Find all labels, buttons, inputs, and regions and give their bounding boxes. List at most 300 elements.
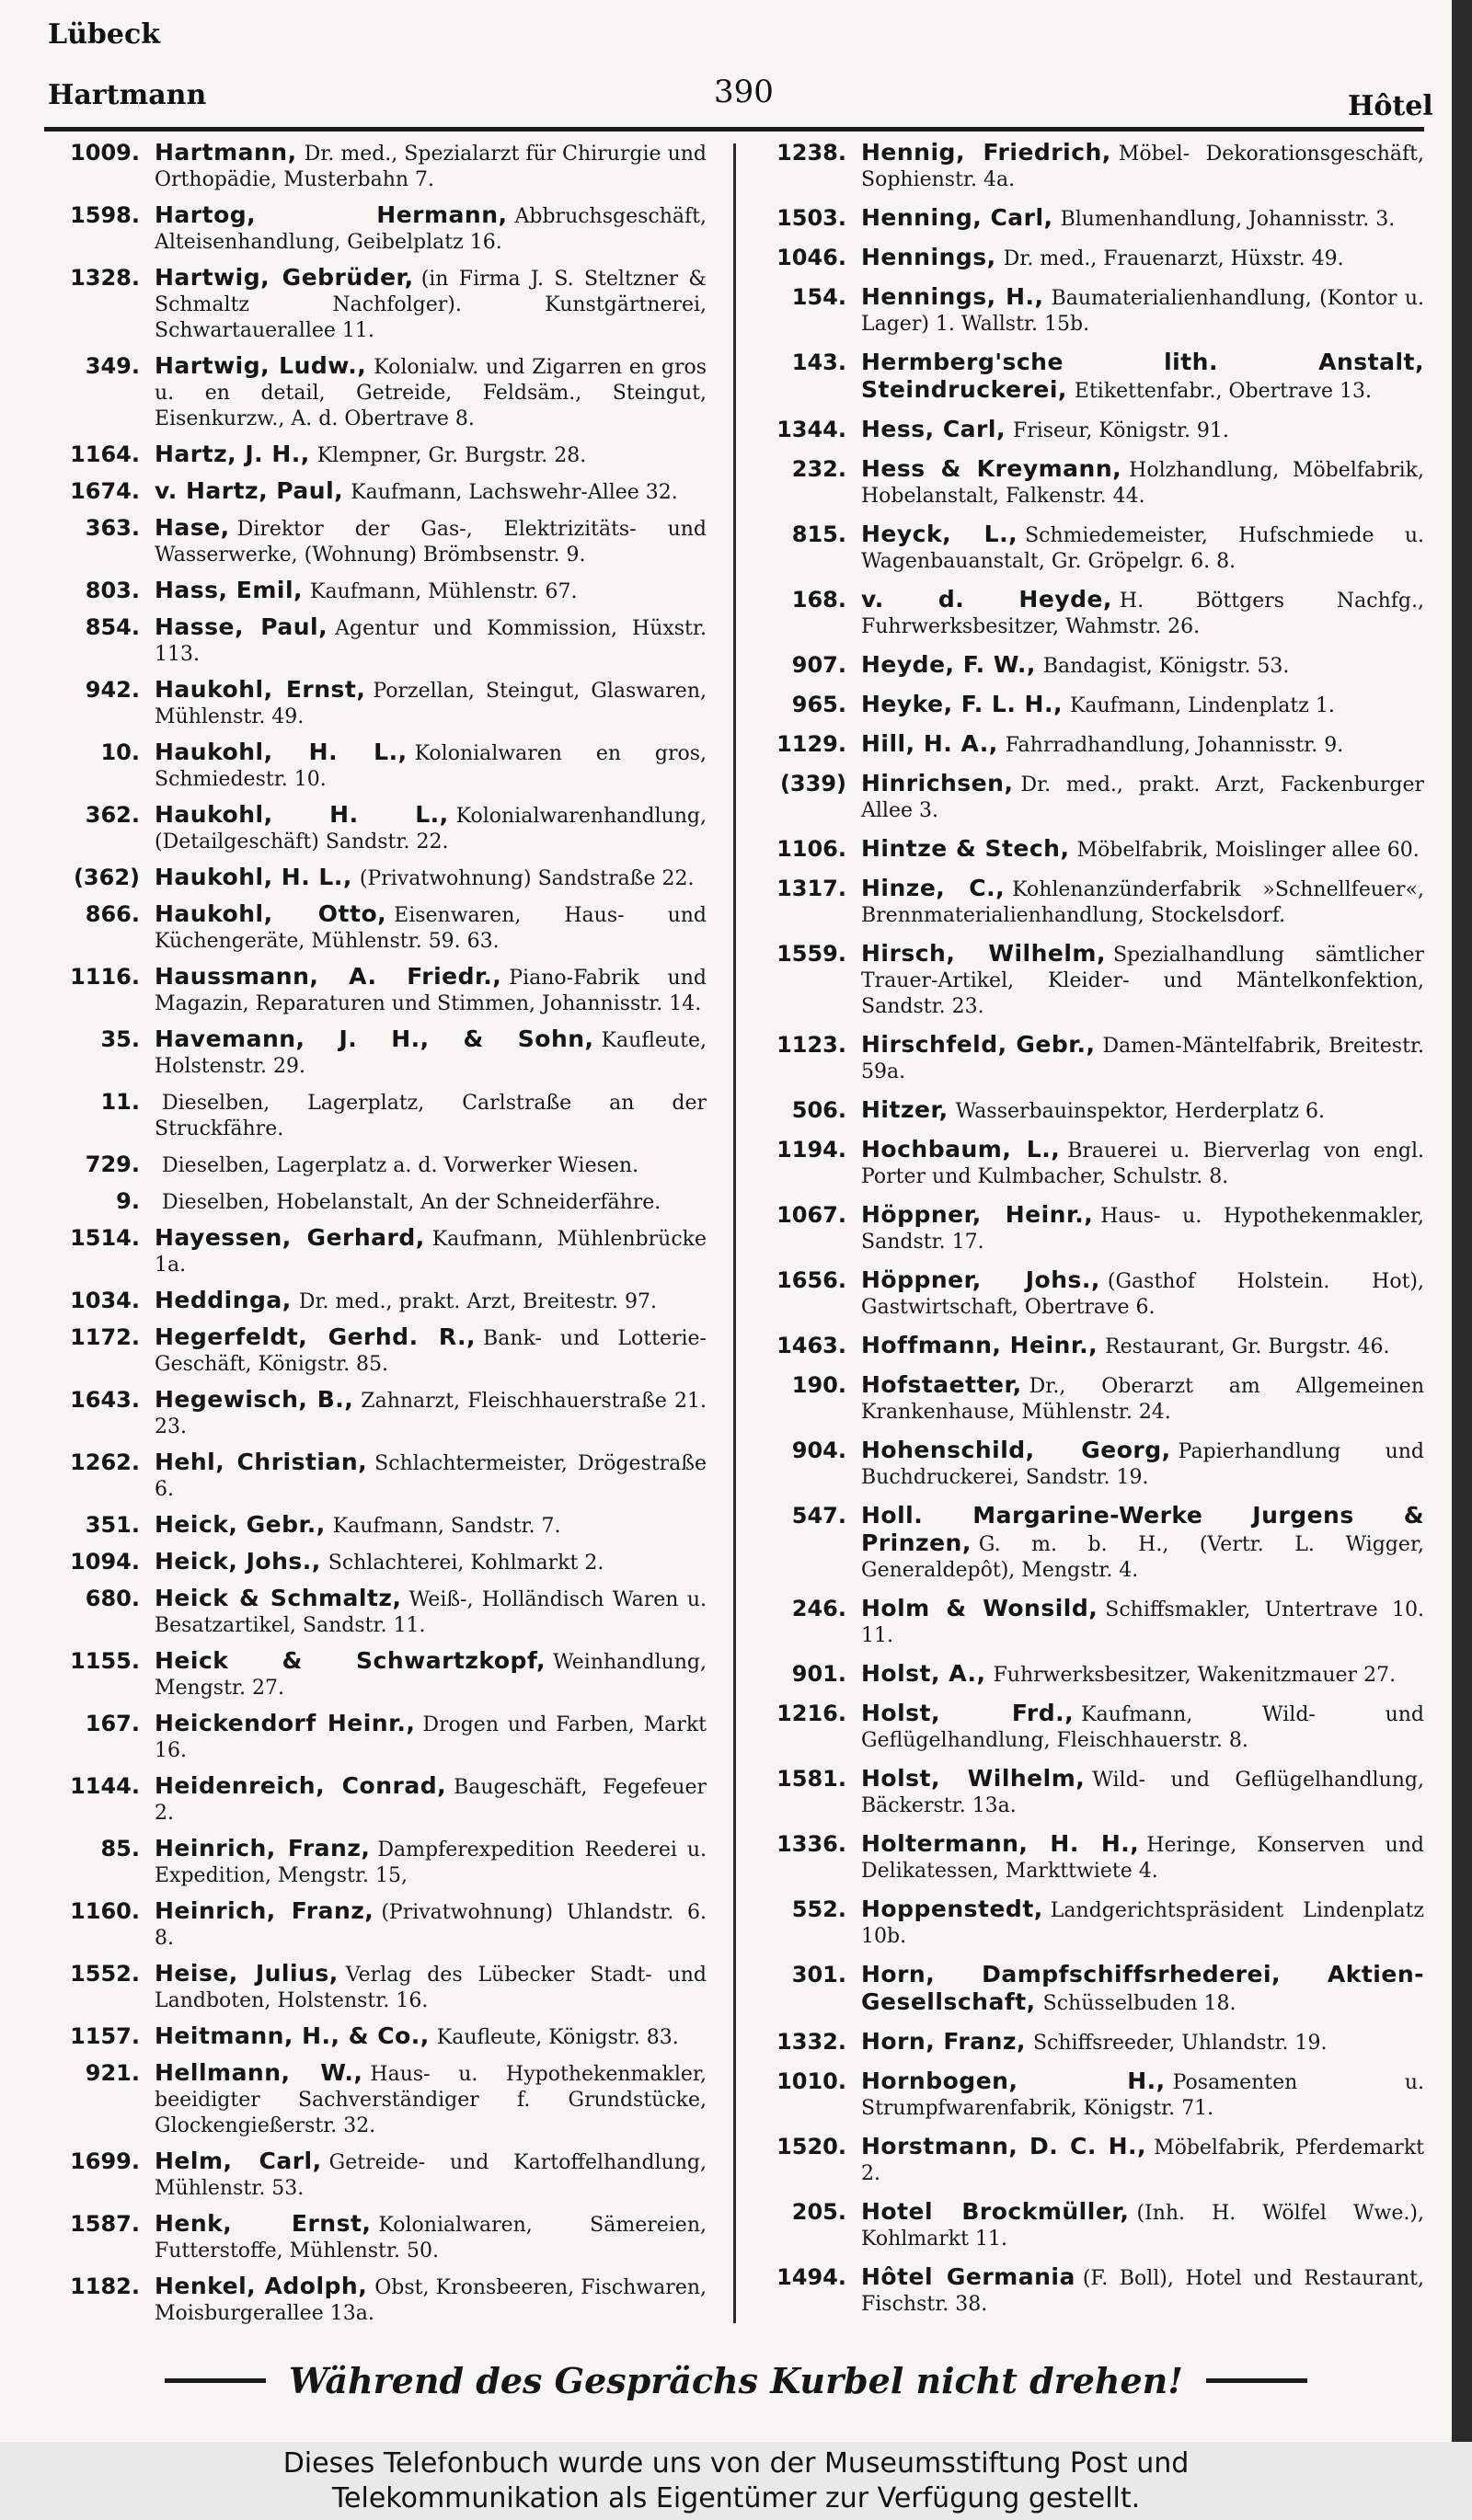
directory-entry [743,652,1424,680]
directory-entry [743,1701,1424,1754]
subscriber-name: Hinze, C., [861,875,1006,901]
entry-text [861,205,1424,233]
directory-entry [37,865,707,892]
entry-text [861,692,1424,719]
subscriber-details: Kaufmann, Wild- und Geflügelhandlung, Fleischhauerstr. 8. [861,1703,1424,1752]
directory-entry [37,140,707,193]
entry-text [155,1089,707,1142]
entry-text [861,1438,1424,1491]
credit-line-1: Dieses Telefonbuch wurde uns von der Museumsstiftung Post und [282,2447,1190,2480]
subscriber-name: Holm & Wonsild, [861,1595,1098,1621]
subscriber-name: Heddinga, [155,1287,292,1313]
subscriber-details: Wild- und Geflügelhandlung, Bäckerstr. 13a. [861,1769,1424,1817]
directory-entry [743,1032,1424,1085]
subscriber-details: Baumaterialienhandlung, (Kontor u. Lager) 1. Wallstr. 15b. [861,287,1424,336]
subscriber-name: Henkel, Adolph, [155,2273,368,2299]
subscriber-details: Kaufmann, Mühlenstr. 67. [310,580,578,603]
entry-text [155,964,707,1017]
phone-number: 1194. [776,1137,846,1163]
directory-entry [743,245,1424,272]
phone-number: 1123. [776,1032,846,1058]
subscriber-details: Papierhandlung und Buchdruckerei, Sandstr. 19. [861,1440,1424,1489]
phone-number: 1674. [70,478,140,504]
header-rule [44,127,1424,132]
entry-text [155,865,707,892]
subscriber-name: Horn, Dampfschiffsrhederei, Aktien-Gesellschaft, [861,1961,1424,2015]
subscriber-details: Dr. med., Frauenarzt, Hüxstr. 49. [1003,247,1344,270]
phone-number: 190. [791,1372,846,1398]
subscriber-details: Kohlenanzünderfabrik »Schnellfeuer«, Brennmaterialienhandlung, Stockelsdorf. [861,878,1425,927]
subscriber-details: Fuhrwerksbesitzer, Wakenitzmauer 27. [993,1664,1397,1687]
entry-text [155,515,707,568]
subscriber-details: Kolonialwaren, Sämereien, Futterstoffe, Mühlenstr. 50. [155,2214,707,2262]
directory-entry [743,2264,1424,2318]
subscriber-details: Bank- und Lotterie-Geschäft, Königstr. 85. [155,1327,707,1376]
subscriber-name: Heyke, F. L. H., [861,691,1063,717]
directory-entry [37,515,707,568]
subscriber-details: G. m. b. H., (Vertr. L. Wigger, Generaldepôt), Mengstr. 4. [861,1533,1424,1582]
entry-text [155,1648,707,1701]
directory-entry [37,478,707,506]
subscriber-details: Kolonialw. und Zigarren en gros u. en detail, Getreide, Feldsäm., Steingut, Eisenkurzw., A. d. Obertrave 8. [155,356,707,430]
subscriber-details: Dieselben, Hobelanstalt, An der Schneiderfähre. [162,1191,661,1214]
entry-text [861,1333,1424,1360]
subscriber-name: v. d. Heyde, [861,586,1112,613]
phone-number: 854. [85,614,140,640]
subscriber-name: Haukohl, H. L., [155,864,352,890]
directory-entry [37,1188,707,1216]
entry-text [861,1661,1424,1689]
subscriber-name: Heick & Schwartzkopf, [155,1647,546,1674]
directory-entry [37,265,707,344]
left-running-head: Hartmann [48,79,207,111]
subscriber-details: Zahnarzt, Fleischhauerstraße 21. 23. [155,1390,707,1438]
phone-number: 907. [791,652,846,678]
subscriber-name: Höppner, Johs., [861,1266,1100,1293]
phone-number: 1034. [70,1288,140,1313]
subscriber-name: Holst, A., [861,1660,986,1687]
subscriber-details: Haus- u. Hypothekenmakler, Sandstr. 17. [861,1205,1424,1254]
entry-text [155,1836,707,1889]
phone-number: 1463. [776,1333,846,1358]
entry-text [155,739,707,793]
entry-text [861,731,1424,759]
subscriber-name: Havemann, J. H., & Sohn, [155,1025,594,1052]
phone-number: 1581. [776,1766,846,1792]
subscriber-details: (in Firma J. S. Steltzner & Schmaltz Nachfolger). Kunstgärtnerei, Schwartauerallee 11. [155,268,707,342]
subscriber-details: Bandagist, Königstr. 53. [1042,655,1290,678]
credit-caption [0,2446,1472,2516]
subscriber-details: Agentur und Kommission, Hüxstr. 113. [155,617,707,666]
subscriber-name: Horn, Franz, [861,2028,1026,2055]
entry-text [861,1202,1424,1255]
right-column [743,140,1424,2330]
subscriber-name: Hennings, [861,244,996,270]
directory-entry [743,587,1424,640]
entry-text [155,202,707,256]
directory-entry [37,1225,707,1278]
subscriber-details: Dampferexpedition Reederei u. Expedition, Mengstr. 15, [155,1838,707,1887]
directory-entry [743,1372,1424,1426]
phone-number: 942. [85,677,140,703]
subscriber-details: Drogen und Farben, Markt 16. [155,1713,707,1762]
phone-number: 680. [85,1586,140,1611]
entry-text [861,1596,1424,1649]
subscriber-details: Klempner, Gr. Burgstr. 28. [316,444,587,467]
subscriber-name: Horstmann, D. C. H., [861,2133,1147,2159]
phone-number: 1656. [776,1267,846,1293]
directory-entry [37,802,707,855]
binding-edge [1452,0,1472,2442]
entry-text [861,1267,1424,1321]
phone-number: 1010. [776,2068,846,2094]
phone-number: 921. [85,2060,140,2086]
subscriber-name: Hartmann, [155,139,297,166]
subscriber-details: Kolonialwarenhandlung, (Detailgeschäft) Sandstr. 22. [155,805,707,853]
subscriber-name: Hartz, J. H., [155,441,310,467]
subscriber-details: (Privatwohnung) Uhlandstr. 6. 8. [155,1901,707,1950]
directory-entry [37,1089,707,1142]
subscriber-name: Heick & Schmaltz, [155,1585,402,1611]
phone-number: 1317. [776,876,846,901]
subscriber-name: Hitzer, [861,1096,949,1123]
phone-number: 1067. [776,1202,846,1228]
entry-text [155,1549,707,1576]
subscriber-name: Hass, Emil, [155,577,304,603]
subscriber-name: v. Hartz, Paul, [155,477,344,504]
entry-text [155,140,707,193]
directory-entry [743,2029,1424,2056]
subscriber-details: Kaufmann, Lachswehr-Allee 32. [351,481,678,504]
subscriber-details: (Gasthof Holstein. Hot), Gastwirtschaft, Obertrave 6. [861,1270,1424,1319]
subscriber-name: Hill, H. A., [861,730,998,757]
entry-text [155,614,707,668]
subscriber-details: Kolonialwaren en gros, Schmiedestr. 10. [155,742,707,791]
subscriber-details: Posamenten u. Strumpfwarenfabrik, Königstr. 71. [861,2071,1425,2120]
phone-number: 901. [791,1661,846,1687]
subscriber-name: Hohenschild, Georg, [861,1437,1171,1463]
phone-number: 143. [791,349,846,375]
phone-number: 1336. [776,1831,846,1857]
entry-text [861,771,1424,824]
directory-entry [743,1831,1424,1884]
directory-entry [37,2148,707,2202]
subscriber-name: Heinrich, Franz, [155,1897,374,1924]
entry-text [861,349,1424,405]
phone-number: 362. [85,802,140,828]
directory-entry [37,1549,707,1576]
entry-text [155,2023,707,2051]
subscriber-details: Piano-Fabrik und Magazin, Reparaturen und Stimmen, Johannisstr. 14. [155,967,707,1015]
subscriber-name: Heickendorf Heinr., [155,1710,416,1736]
entry-text [155,2211,707,2264]
directory-entry [743,1097,1424,1125]
footer-notice-text: Während des Gesprächs Kurbel nicht drehen! [289,2360,1183,2401]
subscriber-details: Weiß-, Holländisch Waren u. Besatzartikel, Sandstr. 11. [155,1588,707,1637]
phone-number: 1216. [776,1701,846,1726]
subscriber-name: Haukohl, Otto, [155,900,387,927]
directory-entry [743,349,1424,405]
subscriber-details: Spezialhandlung sämtlicher Trauer-Artikel, Kleider- und Mäntelkonfektion, Sandstr. 23. [861,944,1424,1018]
directory-entry [37,2274,707,2327]
subscriber-details: Etikettenfabr., Obertrave 13. [1074,380,1373,403]
subscriber-name: Hess, Carl, [861,416,1006,442]
subscriber-details: Dr., Oberarzt am Allgemeinen Krankenhause, Mühlenstr. 24. [861,1375,1424,1424]
subscriber-name: Hofstaetter, [861,1371,1022,1398]
directory-entry [37,1586,707,1639]
directory-entry [743,2199,1424,2252]
phone-number: 1155. [70,1648,140,1674]
directory-entry [37,1961,707,2014]
subscriber-name: Hochbaum, L., [861,1136,1061,1163]
directory-entry [37,1324,707,1378]
subscriber-name: Henning, Carl, [861,204,1053,231]
subscriber-details: Restaurant, Gr. Burgstr. 46. [1105,1335,1390,1358]
phone-number: 1106. [776,836,846,862]
entry-text [155,1449,707,1503]
phone-number: 552. [791,1896,846,1922]
subscriber-details: (Privatwohnung) Sandstraße 22. [359,867,695,890]
entry-text [155,353,707,432]
phone-number: 866. [85,901,140,927]
phone-number: 1552. [70,1961,140,1987]
entry-text [861,2199,1424,2252]
directory-entry [37,1449,707,1503]
entry-text [861,521,1424,575]
subscriber-details: Heringe, Konserven und Delikatessen, Markttwiete 4. [861,1834,1424,1883]
entry-text [861,876,1424,929]
subscriber-name: Holst, Wilhelm, [861,1765,1086,1792]
phone-number: 85. [100,1836,140,1861]
directory-entry [743,205,1424,233]
subscriber-details: Direktor der Gas-, Elektrizitäts- und Wasserwerke, (Wohnung) Brömbsenstr. 9. [155,518,707,567]
phone-number: 1520. [776,2134,846,2159]
phone-number: 349. [85,353,140,379]
directory-entry [743,1202,1424,1255]
entry-text [861,456,1424,510]
subscriber-name: Hayessen, Gerhard, [155,1224,425,1251]
subscriber-name: Höppner, Heinr., [861,1201,1094,1228]
subscriber-name: Holtermann, H. H., [861,1830,1140,1857]
directory-entry [743,2068,1424,2122]
subscriber-name: Hinrichsen, [861,770,1014,796]
phone-number: 1144. [70,1773,140,1799]
subscriber-details: Wasserbauinspektor, Herderplatz 6. [955,1100,1326,1123]
subscriber-name: Hennings, H., [861,283,1044,310]
directory-entry [743,1267,1424,1321]
credit-line-2: Telekommunikation als Eigentümer zur Verfügung gestellt. [331,2482,1141,2514]
entry-text [861,941,1424,1020]
subscriber-name: Hartwig, Ludw., [155,352,367,379]
directory-entry [37,1288,707,1315]
subscriber-name: Holst, Frd., [861,1700,1075,1726]
phone-number: 1643. [70,1387,140,1413]
phone-number: 1238. [776,140,846,166]
directory-entry [743,417,1424,444]
phone-number: 246. [791,1596,846,1621]
directory-entry [37,353,707,432]
entry-text [155,2060,707,2139]
directory-entry [743,284,1424,338]
entry-text [155,677,707,730]
directory-entry [37,1836,707,1889]
directory-entry [743,692,1424,719]
subscriber-name: Hartwig, Gebrüder, [155,264,414,291]
subscriber-name: Hegerfeldt, Gerhd. R., [155,1323,477,1350]
entry-text [155,1898,707,1952]
subscriber-name: Hehl, Christian, [155,1449,368,1475]
subscriber-details: Kaufmann, Mühlenbrücke 1a. [155,1228,707,1277]
subscriber-details: Schiffsreeder, Uhlandstr. 19. [1032,2032,1328,2055]
entry-text [861,1137,1424,1190]
directory-entry [37,901,707,955]
subscriber-name: Haukohl, H. L., [155,801,449,828]
subscriber-details: Friseur, Königstr. 91. [1012,419,1229,442]
directory-entry [37,1512,707,1540]
phone-number: 1503. [776,205,846,231]
phone-number: 506. [791,1097,846,1123]
phone-number: 1514. [70,1225,140,1251]
subscriber-details: Fahrradhandlung, Johannisstr. 9. [1005,734,1344,757]
footer-notice [0,2360,1472,2401]
directory-entry [37,1151,707,1179]
phone-number: 232. [791,456,846,482]
directory-entry [743,1438,1424,1491]
phone-number: 9. [116,1188,140,1214]
directory-entry [743,876,1424,929]
entry-text [155,1711,707,1764]
directory-entry [743,1766,1424,1819]
subscriber-details: Kaufmann, Lindenplatz 1. [1069,694,1335,717]
subscriber-name: Hoffmann, Heinr., [861,1332,1098,1358]
phone-number: 1559. [776,941,846,967]
subscriber-name: Heinrich, Franz, [155,1835,371,1861]
directory-entry [743,1661,1424,1689]
entry-text [861,1372,1424,1426]
subscriber-details: Schmiedemeister, Hufschmiede u. Wagenbauanstalt, Gr. Gröpelgr. 6. 8. [861,524,1425,573]
subscriber-name: Hintze & Stech, [861,835,1070,862]
subscriber-name: Hegewisch, B., [155,1386,354,1413]
entry-text [155,2148,707,2202]
subscriber-details: Baugeschäft, Fegefeuer 2. [155,1776,707,1825]
phone-number: 168. [791,587,846,613]
subscriber-details: Landgerichtspräsident Lindenplatz 10b. [861,1899,1424,1948]
directory-entry [37,1648,707,1701]
entry-text [155,1288,707,1315]
phone-number: 1587. [70,2211,140,2237]
subscriber-name: Hess & Kreymann, [861,455,1122,482]
directory-entry [37,2023,707,2051]
subscriber-name: Heise, Julius, [155,1960,339,1987]
subscriber-details: Schüsselbuden 18. [1042,1992,1236,2015]
entry-text [861,652,1424,680]
subscriber-details: Schlachtermeister, Drögestraße 6. [155,1452,707,1501]
phone-number: 1494. [776,2264,846,2290]
subscriber-details: Dr. med., Spezialarzt für Chirurgie und Orthopädie, Musterbahn 7. [155,143,707,191]
subscriber-details: Dr. med., prakt. Arzt, Breitestr. 97. [298,1290,657,1313]
subscriber-name: Hase, [155,514,230,541]
entry-text [861,140,1424,193]
directory-entry [37,441,707,469]
subscriber-name: Hotel Brockmüller, [861,2198,1130,2225]
phone-number: 1160. [70,1898,140,1924]
city-header: Lübeck [48,18,161,51]
subscriber-details: Brauerei u. Bierverlag von engl. Porter und Kulmbacher, Schulstr. 8. [861,1140,1424,1188]
subscriber-details: Porzellan, Steingut, Glaswaren, Mühlenstr. 49. [155,680,707,728]
subscriber-name: Heidenreich, Conrad, [155,1772,447,1799]
entry-text [861,587,1424,640]
directory-entry [37,1711,707,1764]
directory-entry [37,614,707,668]
entry-text [861,2134,1424,2187]
phone-number: 1116. [70,964,140,990]
subscriber-name: Hasse, Paul, [155,613,328,640]
entry-text [861,1097,1424,1125]
phone-number: 205. [791,2199,846,2225]
subscriber-name: Hermberg'sche lith. Anstalt, Steindruckerei, [861,349,1424,403]
subscriber-details: Holzhandlung, Möbelfabrik, Hobelanstalt, Falkenstr. 44. [861,459,1424,508]
entry-text [155,1026,707,1080]
subscriber-name: Hornbogen, H., [861,2068,1166,2094]
phone-number: 1598. [70,202,140,228]
directory-entry [743,731,1424,759]
subscriber-name: Hirsch, Wilhelm, [861,940,1106,967]
subscriber-details: Eisenwaren, Haus- und Küchengeräte, Mühlenstr. 59. 63. [155,904,707,953]
subscriber-details: Blumenhandlung, Johannisstr. 3. [1060,208,1396,231]
entry-text [155,265,707,344]
subscriber-details: Damen-Mäntelfabrik, Breitestr. 59a. [861,1035,1424,1083]
subscriber-name: Hirschfeld, Gebr., [861,1031,1096,1058]
phone-number: 35. [100,1026,140,1052]
phone-number: 1129. [776,731,846,757]
entry-text [861,1503,1424,1584]
page-number: 390 [714,74,774,110]
entry-text [861,1032,1424,1085]
subscriber-details: Weinhandlung, Mengstr. 27. [155,1651,707,1700]
subscriber-details: (F. Boll), Hotel und Restaurant, Fischstr. 38. [861,2267,1424,2316]
phone-number: 1094. [70,1549,140,1575]
directory-entry [743,2134,1424,2187]
directory-entry [743,140,1424,193]
phone-number: (339) [779,771,846,796]
directory-entry [743,1596,1424,1649]
subscriber-name: Heyde, F. W., [861,651,1036,678]
entry-text [155,1188,707,1216]
entry-text [861,2068,1424,2122]
subscriber-name: Haukohl, Ernst, [155,676,366,703]
phone-number: 904. [791,1438,846,1463]
entry-text [155,1225,707,1278]
phone-number: 1046. [776,245,846,270]
subscriber-details: Haus- u. Hypothekenmakler, beeidigter Sachverständiger f. Grundstücke, Glockengießerstr. 32. [155,2063,707,2137]
entry-text [155,1512,707,1540]
phone-number: 10. [100,739,140,765]
entry-text [861,284,1424,338]
phone-number: (362) [73,865,140,890]
subscriber-name: Haussmann, A. Friedr., [155,963,502,990]
subscriber-details: Möbelfabrik, Pferdemarkt 2. [861,2136,1424,2185]
entry-text [155,901,707,955]
phone-number: 167. [85,1711,140,1736]
subscriber-details: Dieselben, Lagerplatz, Carlstraße an der Struckfähre. [155,1092,707,1140]
entry-text [155,1324,707,1378]
phone-number: 1344. [776,417,846,442]
subscriber-details: Möbelfabrik, Moislinger allee 60. [1076,839,1420,862]
phone-number: 301. [791,1962,846,1987]
directory-entry [743,521,1424,575]
subscriber-name: Hennig, Friedrich, [861,139,1111,166]
subscriber-name: Heick, Johs., [155,1548,321,1575]
